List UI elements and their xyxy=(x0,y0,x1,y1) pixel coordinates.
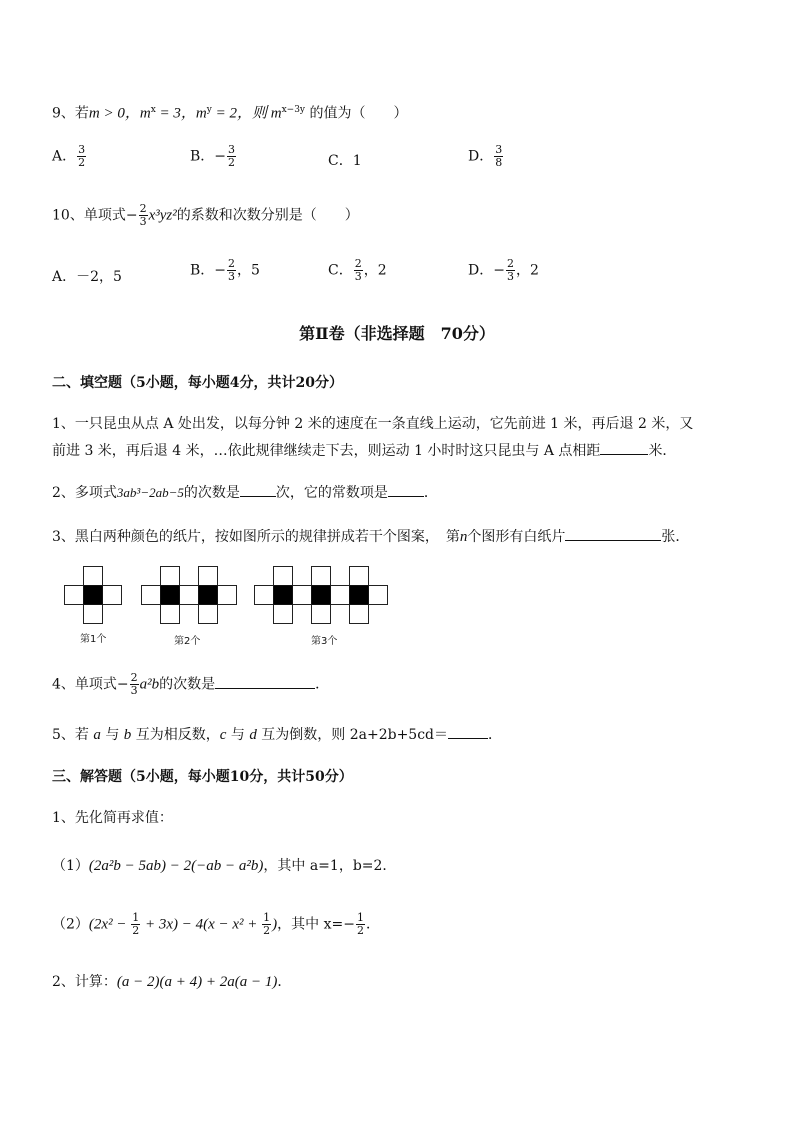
solve-q1-title: 1、先化简再求值： xyxy=(52,810,173,826)
q10-option-c: C． $\frac{2}{3}$ ，2 xyxy=(328,257,387,283)
paper-pattern-figure xyxy=(60,564,400,630)
fill-q5: 5、若 a 与 b 互为相反数，c 与 d 互为倒数，则 2a+2b+5cd＝ ． xyxy=(52,724,502,745)
q9-option-a: A． $\frac{3}{2}$ xyxy=(52,143,86,169)
q10-option-b: B．− $\frac{2}{3}$ ，5 xyxy=(190,257,260,283)
fill-q1-line1: 1、一只昆虫从点 A 处出发，以每分钟 2 米的速度在一条直线上运动，它先前进 1 米，再后退 2 米，又 xyxy=(52,416,694,432)
section3-heading: 三、解答题（5小题，每小题10分，共计50分） xyxy=(52,769,353,785)
answer-blank[interactable] xyxy=(565,526,661,541)
fill-q4: 4、单项式− $\frac{2}{3}$ a²b的次数是 ． xyxy=(52,671,330,697)
q9-option-c: C．1 xyxy=(328,153,362,169)
figure-caption-2: 第2个 xyxy=(174,636,201,647)
solve-q2: 2、计算：(a − 2)(a + 4) + 2a(a − 1)． xyxy=(52,974,292,990)
solve-q1-part2: （2）(2x² − $\frac{1}{2}$ + 3x) − 4(x − x² + $\frac{1}{2}$ )，其中 x=− $\frac{1}{2}$ ． xyxy=(52,911,380,937)
answer-blank[interactable] xyxy=(388,482,424,497)
fill-q1-line2: 前进 3 米，再后退 4 米，…依此规律继续走下去，则运动 1 小时时这只昆虫与 A 点相距 米． xyxy=(52,440,676,461)
fill-q3: 3、黑白两种颜色的纸片，按如图所示的规律拼成若干个图案， 第n个图形有白纸片 张． xyxy=(52,526,689,547)
q9-option-b: B．− $\frac{3}{2}$ xyxy=(190,143,236,169)
q10-option-a: A．－2，5 xyxy=(52,269,122,285)
q9-stem: 9、若m > 0，$m^x = 3$，$m^y = 2$，则 $m^{x-3y}$ 的值为（ ） xyxy=(52,105,408,122)
part2-title: 第Ⅱ卷（非选择题 70分） xyxy=(299,324,495,343)
figure-caption-3: 第3个 xyxy=(311,636,338,647)
q10-option-d: D．− $\frac{2}{3}$ ，2 xyxy=(468,257,539,283)
answer-blank[interactable] xyxy=(448,724,488,739)
answer-blank[interactable] xyxy=(240,482,276,497)
answer-blank[interactable] xyxy=(215,674,315,689)
answer-blank[interactable] xyxy=(600,440,648,455)
q9-option-d: D． $\frac{3}{8}$ xyxy=(468,143,503,169)
solve-q1-part1: （1）(2a²b − 5ab) − 2(−ab − a²b)，其中 a=1，b=2． xyxy=(52,858,397,874)
fill-q2: 2、多项式3ab³−2ab−5的次数是 次，它的常数项是 ． xyxy=(52,482,438,503)
q10-stem: 10、单项式− $\frac{2}{3}$ x³yz²的系数和次数分别是（ ） xyxy=(52,202,359,228)
section2-heading: 二、填空题（5小题，每小题4分，共计20分） xyxy=(52,375,343,391)
figure-caption-1: 第1个 xyxy=(80,634,107,645)
